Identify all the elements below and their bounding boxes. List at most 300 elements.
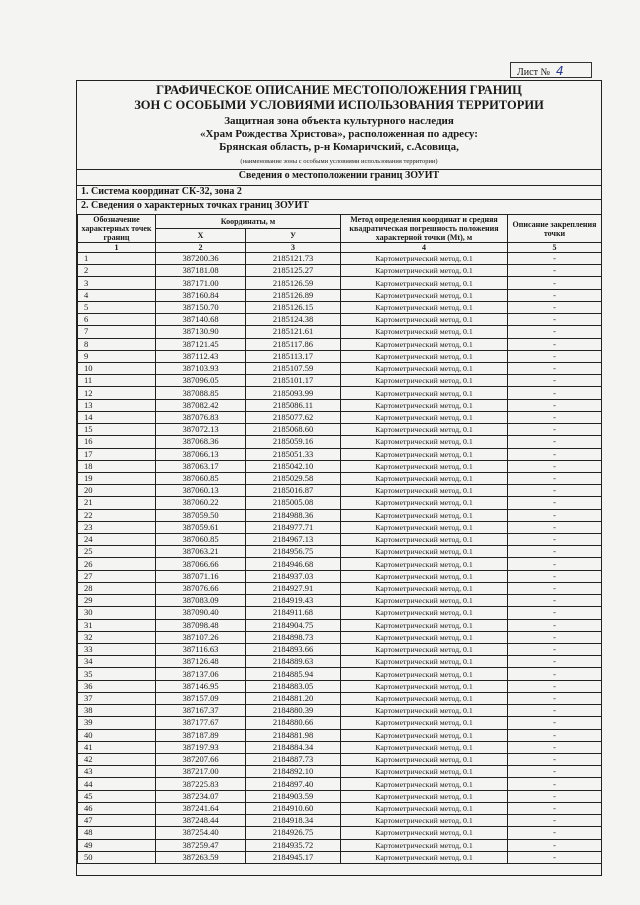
coord-x: 387063.17	[156, 460, 246, 472]
coord-x: 387098.48	[156, 619, 246, 631]
method-cell: Картометрический метод, 0.1	[341, 815, 508, 827]
description-cell: -	[508, 314, 602, 326]
point-number: 15	[78, 424, 156, 436]
method-cell: Картометрический метод, 0.1	[341, 497, 508, 509]
coord-y: 2185126.59	[246, 277, 341, 289]
method-cell: Картометрический метод, 0.1	[341, 265, 508, 277]
method-cell: Картометрический метод, 0.1	[341, 362, 508, 374]
method-cell: Картометрический метод, 0.1	[341, 411, 508, 423]
point-number: 48	[78, 827, 156, 839]
description-cell: -	[508, 387, 602, 399]
description-cell: -	[508, 436, 602, 448]
point-number: 38	[78, 705, 156, 717]
coord-y: 2185077.62	[246, 411, 341, 423]
table-row	[78, 631, 602, 643]
coord-x: 387103.93	[156, 362, 246, 374]
coord-x: 387187.89	[156, 729, 246, 741]
method-cell: Картометрический метод, 0.1	[341, 827, 508, 839]
coord-system-row: 1. Система координат СК-32, зона 2	[77, 185, 601, 198]
subtitle-line-1: Защитная зона объекта культурного наследия	[224, 115, 454, 127]
table-row	[78, 534, 602, 546]
point-number: 2	[78, 265, 156, 277]
description-cell: -	[508, 289, 602, 301]
method-cell: Картометрический метод, 0.1	[341, 705, 508, 717]
coord-x: 387234.07	[156, 790, 246, 802]
table-row	[78, 424, 602, 436]
method-cell: Картометрический метод, 0.1	[341, 717, 508, 729]
table-row	[78, 301, 602, 313]
method-cell: Картометрический метод, 0.1	[341, 509, 508, 521]
coord-y: 2185113.17	[246, 350, 341, 362]
description-cell: -	[508, 766, 602, 778]
coord-y: 2184977.71	[246, 521, 341, 533]
table-row	[78, 460, 602, 472]
point-number: 12	[78, 387, 156, 399]
col-method: Метод определения координат и средняя квадратическая погрешность положения характерной точки (Mt), м	[341, 215, 508, 243]
coord-y: 2184988.36	[246, 509, 341, 521]
method-cell: Картометрический метод, 0.1	[341, 436, 508, 448]
coord-y: 2184883.05	[246, 680, 341, 692]
point-number: 43	[78, 766, 156, 778]
table-row	[78, 619, 602, 631]
method-cell: Картометрический метод, 0.1	[341, 668, 508, 680]
point-number: 32	[78, 631, 156, 643]
document-frame	[76, 80, 602, 876]
coord-y: 2185107.59	[246, 362, 341, 374]
table-row	[78, 350, 602, 362]
description-cell: -	[508, 350, 602, 362]
method-cell: Картометрический метод, 0.1	[341, 607, 508, 619]
point-number: 18	[78, 460, 156, 472]
description-cell: -	[508, 753, 602, 765]
description-cell: -	[508, 595, 602, 607]
method-cell: Картометрический метод, 0.1	[341, 399, 508, 411]
method-cell: Картометрический метод, 0.1	[341, 387, 508, 399]
coord-y: 2184898.73	[246, 631, 341, 643]
method-cell: Картометрический метод, 0.1	[341, 460, 508, 472]
table-row	[78, 289, 602, 301]
method-cell: Картометрический метод, 0.1	[341, 350, 508, 362]
title-line-1: ГРАФИЧЕСКОЕ ОПИСАНИЕ МЕСТОПОЛОЖЕНИЯ ГРАНИЦ	[156, 83, 522, 97]
col-index: 2	[156, 243, 246, 253]
table-row	[78, 509, 602, 521]
coord-x: 387059.50	[156, 509, 246, 521]
coord-x: 387076.83	[156, 411, 246, 423]
point-number: 10	[78, 362, 156, 374]
method-cell: Картометрический метод, 0.1	[341, 546, 508, 558]
coord-x: 387072.13	[156, 424, 246, 436]
table-row	[78, 314, 602, 326]
coord-x: 387096.05	[156, 375, 246, 387]
point-number: 39	[78, 717, 156, 729]
point-number: 17	[78, 448, 156, 460]
description-cell: -	[508, 460, 602, 472]
coord-y: 2184937.03	[246, 570, 341, 582]
coord-x: 387197.93	[156, 741, 246, 753]
zone-description	[77, 115, 601, 154]
coord-y: 2185029.58	[246, 472, 341, 484]
coord-y: 2184911.68	[246, 607, 341, 619]
coord-y: 2185059.16	[246, 436, 341, 448]
coord-x: 387126.48	[156, 656, 246, 668]
description-cell: -	[508, 546, 602, 558]
description-cell: -	[508, 815, 602, 827]
point-number: 50	[78, 851, 156, 863]
method-cell: Картометрический метод, 0.1	[341, 582, 508, 594]
point-number: 27	[78, 570, 156, 582]
description-cell: -	[508, 558, 602, 570]
description-cell: -	[508, 362, 602, 374]
description-cell: -	[508, 509, 602, 521]
point-number: 1	[78, 253, 156, 265]
method-cell: Картометрический метод, 0.1	[341, 595, 508, 607]
method-cell: Картометрический метод, 0.1	[341, 619, 508, 631]
method-cell: Картометрический метод, 0.1	[341, 485, 508, 497]
description-cell: -	[508, 607, 602, 619]
point-number: 13	[78, 399, 156, 411]
table-row	[78, 656, 602, 668]
document-title	[77, 83, 601, 113]
points-table	[77, 214, 602, 864]
table-row	[78, 338, 602, 350]
method-cell: Картометрический метод, 0.1	[341, 766, 508, 778]
coord-x: 387060.13	[156, 485, 246, 497]
method-cell: Картометрический метод, 0.1	[341, 729, 508, 741]
sheet-number: 4	[555, 64, 564, 78]
coord-x: 387140.68	[156, 314, 246, 326]
coord-y: 2184887.73	[246, 753, 341, 765]
sheet-number-box	[510, 62, 592, 78]
coord-x: 387137.06	[156, 668, 246, 680]
method-cell: Картометрический метод, 0.1	[341, 778, 508, 790]
description-cell: -	[508, 301, 602, 313]
coord-x: 387107.26	[156, 631, 246, 643]
point-number: 3	[78, 277, 156, 289]
method-cell: Картометрический метод, 0.1	[341, 570, 508, 582]
description-cell: -	[508, 680, 602, 692]
coord-y: 2184926.75	[246, 827, 341, 839]
method-cell: Картометрический метод, 0.1	[341, 753, 508, 765]
description-cell: -	[508, 534, 602, 546]
coord-y: 2184910.60	[246, 802, 341, 814]
point-number: 5	[78, 301, 156, 313]
table-row	[78, 851, 602, 863]
description-cell: -	[508, 717, 602, 729]
coord-x: 387088.85	[156, 387, 246, 399]
col-index: 1	[78, 243, 156, 253]
location-section-title: Сведения о местоположении границ ЗОУИТ	[77, 169, 601, 182]
method-cell: Картометрический метод, 0.1	[341, 644, 508, 656]
table-row	[78, 472, 602, 484]
method-cell: Картометрический метод, 0.1	[341, 741, 508, 753]
point-number: 24	[78, 534, 156, 546]
coord-x: 387090.40	[156, 607, 246, 619]
description-cell: -	[508, 485, 602, 497]
method-cell: Картометрический метод, 0.1	[341, 448, 508, 460]
coord-y: 2184946.68	[246, 558, 341, 570]
table-row	[78, 680, 602, 692]
point-number: 9	[78, 350, 156, 362]
table-row	[78, 570, 602, 582]
coord-x: 387060.22	[156, 497, 246, 509]
col-index: 5	[508, 243, 602, 253]
coord-x: 387066.66	[156, 558, 246, 570]
description-cell: -	[508, 741, 602, 753]
table-row	[78, 815, 602, 827]
coord-x: 387171.00	[156, 277, 246, 289]
method-cell: Картометрический метод, 0.1	[341, 301, 508, 313]
table-row	[78, 253, 602, 265]
description-cell: -	[508, 497, 602, 509]
description-cell: -	[508, 424, 602, 436]
method-cell: Картометрический метод, 0.1	[341, 802, 508, 814]
coord-y: 2184897.40	[246, 778, 341, 790]
description-cell: -	[508, 631, 602, 643]
table-row	[78, 692, 602, 704]
coord-x: 387225.83	[156, 778, 246, 790]
coord-y: 2184892.10	[246, 766, 341, 778]
description-cell: -	[508, 448, 602, 460]
point-number: 34	[78, 656, 156, 668]
description-cell: -	[508, 338, 602, 350]
description-cell: -	[508, 253, 602, 265]
method-cell: Картометрический метод, 0.1	[341, 839, 508, 851]
coord-x: 387059.61	[156, 521, 246, 533]
point-number: 36	[78, 680, 156, 692]
coord-y: 2185093.99	[246, 387, 341, 399]
point-number: 16	[78, 436, 156, 448]
table-row	[78, 717, 602, 729]
table-row	[78, 741, 602, 753]
coord-y: 2185016.87	[246, 485, 341, 497]
coord-y: 2184889.63	[246, 656, 341, 668]
method-cell: Картометрический метод, 0.1	[341, 338, 508, 350]
table-row	[78, 644, 602, 656]
table-row	[78, 595, 602, 607]
coord-x: 387146.95	[156, 680, 246, 692]
table-row	[78, 827, 602, 839]
table-row	[78, 399, 602, 411]
description-cell: -	[508, 827, 602, 839]
method-cell: Картометрический метод, 0.1	[341, 692, 508, 704]
table-row	[78, 497, 602, 509]
coord-y: 2184884.34	[246, 741, 341, 753]
coord-y: 2184881.20	[246, 692, 341, 704]
point-number: 19	[78, 472, 156, 484]
point-number: 20	[78, 485, 156, 497]
subtitle-line-3: Брянская область, р-н Комаричский, с.Асовица,	[219, 141, 459, 153]
method-cell: Картометрический метод, 0.1	[341, 521, 508, 533]
point-number: 26	[78, 558, 156, 570]
coord-y: 2184935.72	[246, 839, 341, 851]
description-cell: -	[508, 644, 602, 656]
method-cell: Картометрический метод, 0.1	[341, 375, 508, 387]
method-cell: Картометрический метод, 0.1	[341, 656, 508, 668]
table-row	[78, 778, 602, 790]
point-number: 23	[78, 521, 156, 533]
description-cell: -	[508, 411, 602, 423]
method-cell: Картометрический метод, 0.1	[341, 424, 508, 436]
method-cell: Картометрический метод, 0.1	[341, 326, 508, 338]
zone-name-note: (наименование зоны с особыми условиями использования территории)	[240, 158, 438, 165]
method-cell: Картометрический метод, 0.1	[341, 534, 508, 546]
point-number: 44	[78, 778, 156, 790]
table-row	[78, 766, 602, 778]
point-number: 47	[78, 815, 156, 827]
coord-x: 387263.59	[156, 851, 246, 863]
point-number: 28	[78, 582, 156, 594]
column-index-row	[78, 243, 602, 253]
coord-x: 387060.85	[156, 534, 246, 546]
point-number: 21	[78, 497, 156, 509]
coord-y: 2185101.17	[246, 375, 341, 387]
coord-x: 387254.40	[156, 827, 246, 839]
method-cell: Картометрический метод, 0.1	[341, 253, 508, 265]
sheet-label: Лист №	[517, 67, 550, 78]
table-row	[78, 448, 602, 460]
point-number: 41	[78, 741, 156, 753]
coord-x: 387150.70	[156, 301, 246, 313]
col-description: Описание закрепления точки	[508, 215, 602, 243]
table-row	[78, 582, 602, 594]
method-cell: Картометрический метод, 0.1	[341, 680, 508, 692]
coord-y: 2185042.10	[246, 460, 341, 472]
method-cell: Картометрический метод, 0.1	[341, 314, 508, 326]
coord-y: 2184904.75	[246, 619, 341, 631]
coord-y: 2185005.08	[246, 497, 341, 509]
description-cell: -	[508, 839, 602, 851]
description-cell: -	[508, 582, 602, 594]
coord-x: 387121.45	[156, 338, 246, 350]
table-row	[78, 265, 602, 277]
col-index: 4	[341, 243, 508, 253]
table-row	[78, 546, 602, 558]
table-row	[78, 705, 602, 717]
table-row	[78, 362, 602, 374]
col-coordinates: Координаты, м	[156, 215, 341, 229]
coord-y: 2184967.13	[246, 534, 341, 546]
coord-x: 387207.66	[156, 753, 246, 765]
coord-y: 2185126.89	[246, 289, 341, 301]
title-line-2: ЗОН С ОСОБЫМИ УСЛОВИЯМИ ИСПОЛЬЗОВАНИЯ ТЕРРИТОРИИ	[134, 98, 544, 112]
table-row	[78, 326, 602, 338]
coord-x: 387167.37	[156, 705, 246, 717]
coord-y: 2184881.98	[246, 729, 341, 741]
point-number: 49	[78, 839, 156, 851]
point-number: 6	[78, 314, 156, 326]
col-index: 3	[246, 243, 341, 253]
coord-y: 2185125.27	[246, 265, 341, 277]
coord-x: 387116.63	[156, 644, 246, 656]
coord-x: 387130.90	[156, 326, 246, 338]
point-number: 33	[78, 644, 156, 656]
table-row	[78, 277, 602, 289]
col-x: X	[156, 229, 246, 243]
coord-y: 2185126.15	[246, 301, 341, 313]
table-row	[78, 521, 602, 533]
table-row	[78, 375, 602, 387]
table-row	[78, 485, 602, 497]
coord-x: 387181.08	[156, 265, 246, 277]
table-row	[78, 436, 602, 448]
table-row	[78, 387, 602, 399]
method-cell: Картометрический метод, 0.1	[341, 277, 508, 289]
point-number: 35	[78, 668, 156, 680]
point-number: 37	[78, 692, 156, 704]
coord-x: 387082.42	[156, 399, 246, 411]
coord-x: 387076.66	[156, 582, 246, 594]
coord-y: 2184880.66	[246, 717, 341, 729]
method-cell: Картометрический метод, 0.1	[341, 790, 508, 802]
coord-y: 2185051.33	[246, 448, 341, 460]
description-cell: -	[508, 472, 602, 484]
coord-x: 387112.43	[156, 350, 246, 362]
coord-y: 2185068.60	[246, 424, 341, 436]
coord-x: 387248.44	[156, 815, 246, 827]
description-cell: -	[508, 802, 602, 814]
coord-y: 2185117.86	[246, 338, 341, 350]
description-cell: -	[508, 790, 602, 802]
point-number: 31	[78, 619, 156, 631]
coord-x: 387083.09	[156, 595, 246, 607]
description-cell: -	[508, 521, 602, 533]
point-number: 40	[78, 729, 156, 741]
coord-y: 2184919.43	[246, 595, 341, 607]
coord-x: 387217.00	[156, 766, 246, 778]
description-cell: -	[508, 729, 602, 741]
coord-y: 2184927.91	[246, 582, 341, 594]
coord-y: 2185124.38	[246, 314, 341, 326]
coord-y: 2184880.39	[246, 705, 341, 717]
description-cell: -	[508, 265, 602, 277]
description-cell: -	[508, 778, 602, 790]
table-row	[78, 668, 602, 680]
point-number: 42	[78, 753, 156, 765]
coord-y: 2185121.73	[246, 253, 341, 265]
coord-y: 2184918.34	[246, 815, 341, 827]
col-y: У	[246, 229, 341, 243]
description-cell: -	[508, 656, 602, 668]
coord-x: 387063.21	[156, 546, 246, 558]
description-cell: -	[508, 692, 602, 704]
coord-y: 2185086.11	[246, 399, 341, 411]
coord-x: 387200.36	[156, 253, 246, 265]
table-row	[78, 753, 602, 765]
coord-x: 387160.84	[156, 289, 246, 301]
coord-y: 2185121.61	[246, 326, 341, 338]
coord-x: 387066.13	[156, 448, 246, 460]
coord-x: 387241.64	[156, 802, 246, 814]
coord-x: 387259.47	[156, 839, 246, 851]
points-info-row: 2. Сведения о характерных точках границ ЗОУИТ	[77, 199, 601, 212]
point-number: 4	[78, 289, 156, 301]
coord-y: 2184945.17	[246, 851, 341, 863]
description-cell: -	[508, 705, 602, 717]
table-row	[78, 558, 602, 570]
description-cell: -	[508, 570, 602, 582]
point-number: 8	[78, 338, 156, 350]
coord-y: 2184903.59	[246, 790, 341, 802]
coord-x: 387177.67	[156, 717, 246, 729]
table-row	[78, 607, 602, 619]
coord-x: 387071.16	[156, 570, 246, 582]
coord-x: 387068.36	[156, 436, 246, 448]
coord-x: 387157.09	[156, 692, 246, 704]
coord-y: 2184893.66	[246, 644, 341, 656]
point-number: 7	[78, 326, 156, 338]
description-cell: -	[508, 326, 602, 338]
method-cell: Картометрический метод, 0.1	[341, 472, 508, 484]
